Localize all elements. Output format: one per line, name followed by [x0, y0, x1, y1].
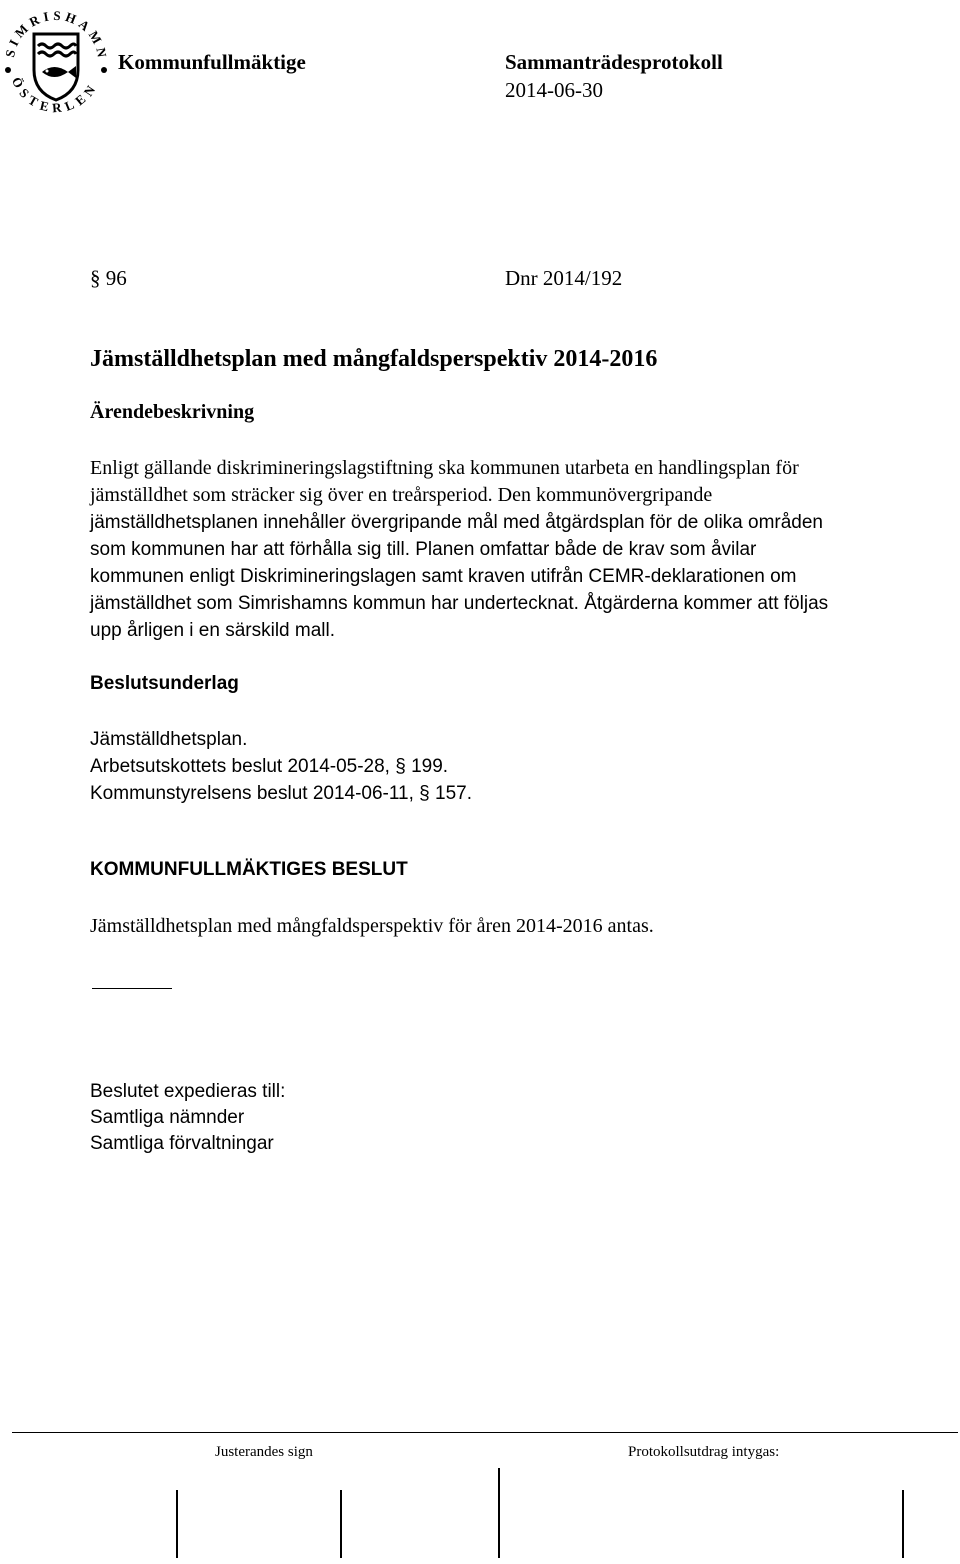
- dispatch-recipient: Samtliga förvaltningar: [90, 1133, 274, 1154]
- page-title: Jämställdhetsplan med mångfaldsperspektiv 2014-2016: [90, 346, 658, 372]
- header-body-name: Kommunfullmäktige: [118, 50, 306, 74]
- description-line: kommunen enligt Diskrimineringslagen samt kraven utifrån CEMR-deklarationen om: [90, 566, 797, 587]
- dispatch-heading: Beslutet expedieras till:: [90, 1081, 286, 1102]
- description-line: Enligt gällande diskrimineringslagstiftning ska kommunen utarbeta en handlingsplan för: [90, 457, 799, 479]
- section-number: § 96: [90, 266, 127, 290]
- header-date: 2014-06-30: [505, 78, 603, 102]
- decision-heading: KOMMUNFULLMÄKTIGES BESLUT: [90, 859, 408, 880]
- description-line: jämställdhet som Simrishamns kommun har undertecknat. Åtgärderna kommer att följas: [90, 593, 829, 614]
- signature-box-line: [498, 1468, 500, 1558]
- basis-item: Jämställdhetsplan.: [90, 729, 248, 750]
- decision-text: Jämställdhetsplan med mångfaldsperspektiv för åren 2014-2016 antas.: [90, 915, 654, 937]
- basis-heading: Beslutsunderlag: [90, 673, 239, 694]
- description-heading: Ärendebeskrivning: [90, 401, 255, 423]
- description-line: som kommunen har att förhålla sig till. Planen omfattar både de krav som åvilar: [90, 539, 757, 560]
- description-line: jämställdhetsplanen innehåller övergripande mål med åtgärdsplan för de olika områden: [90, 512, 823, 533]
- svg-text:SIMRISHAMN: SIMRISHAMN: [2, 7, 111, 63]
- dispatch-recipient: Samtliga nämnder: [90, 1107, 245, 1128]
- dnr-label: Dnr 2014/192: [505, 266, 623, 290]
- description-line: jämställdhet som sträcker sig över en treårsperiod. Den kommunövergripande: [90, 484, 713, 506]
- municipality-seal-logo: [0, 0, 112, 122]
- description-line: upp årligen i en särskild mall.: [90, 620, 336, 641]
- basis-item: Kommunstyrelsens beslut 2014-06-11, § 157.: [90, 783, 472, 804]
- basis-item: Arbetsutskottets beslut 2014-05-28, § 199.: [90, 756, 449, 777]
- extract-certified-label: Protokollsutdrag intygas:: [628, 1444, 780, 1460]
- signature-box-line: [176, 1490, 178, 1558]
- signature-box-line: [340, 1490, 342, 1558]
- adjuster-sign-label: Justerandes sign: [215, 1444, 313, 1460]
- footer-rule: [12, 1432, 958, 1433]
- end-separator: [92, 988, 172, 989]
- header-doc-type: Sammanträdesprotokoll: [505, 50, 723, 74]
- svg-text:ÖSTERLEN: ÖSTERLEN: [8, 74, 101, 116]
- signature-box-line: [902, 1490, 904, 1558]
